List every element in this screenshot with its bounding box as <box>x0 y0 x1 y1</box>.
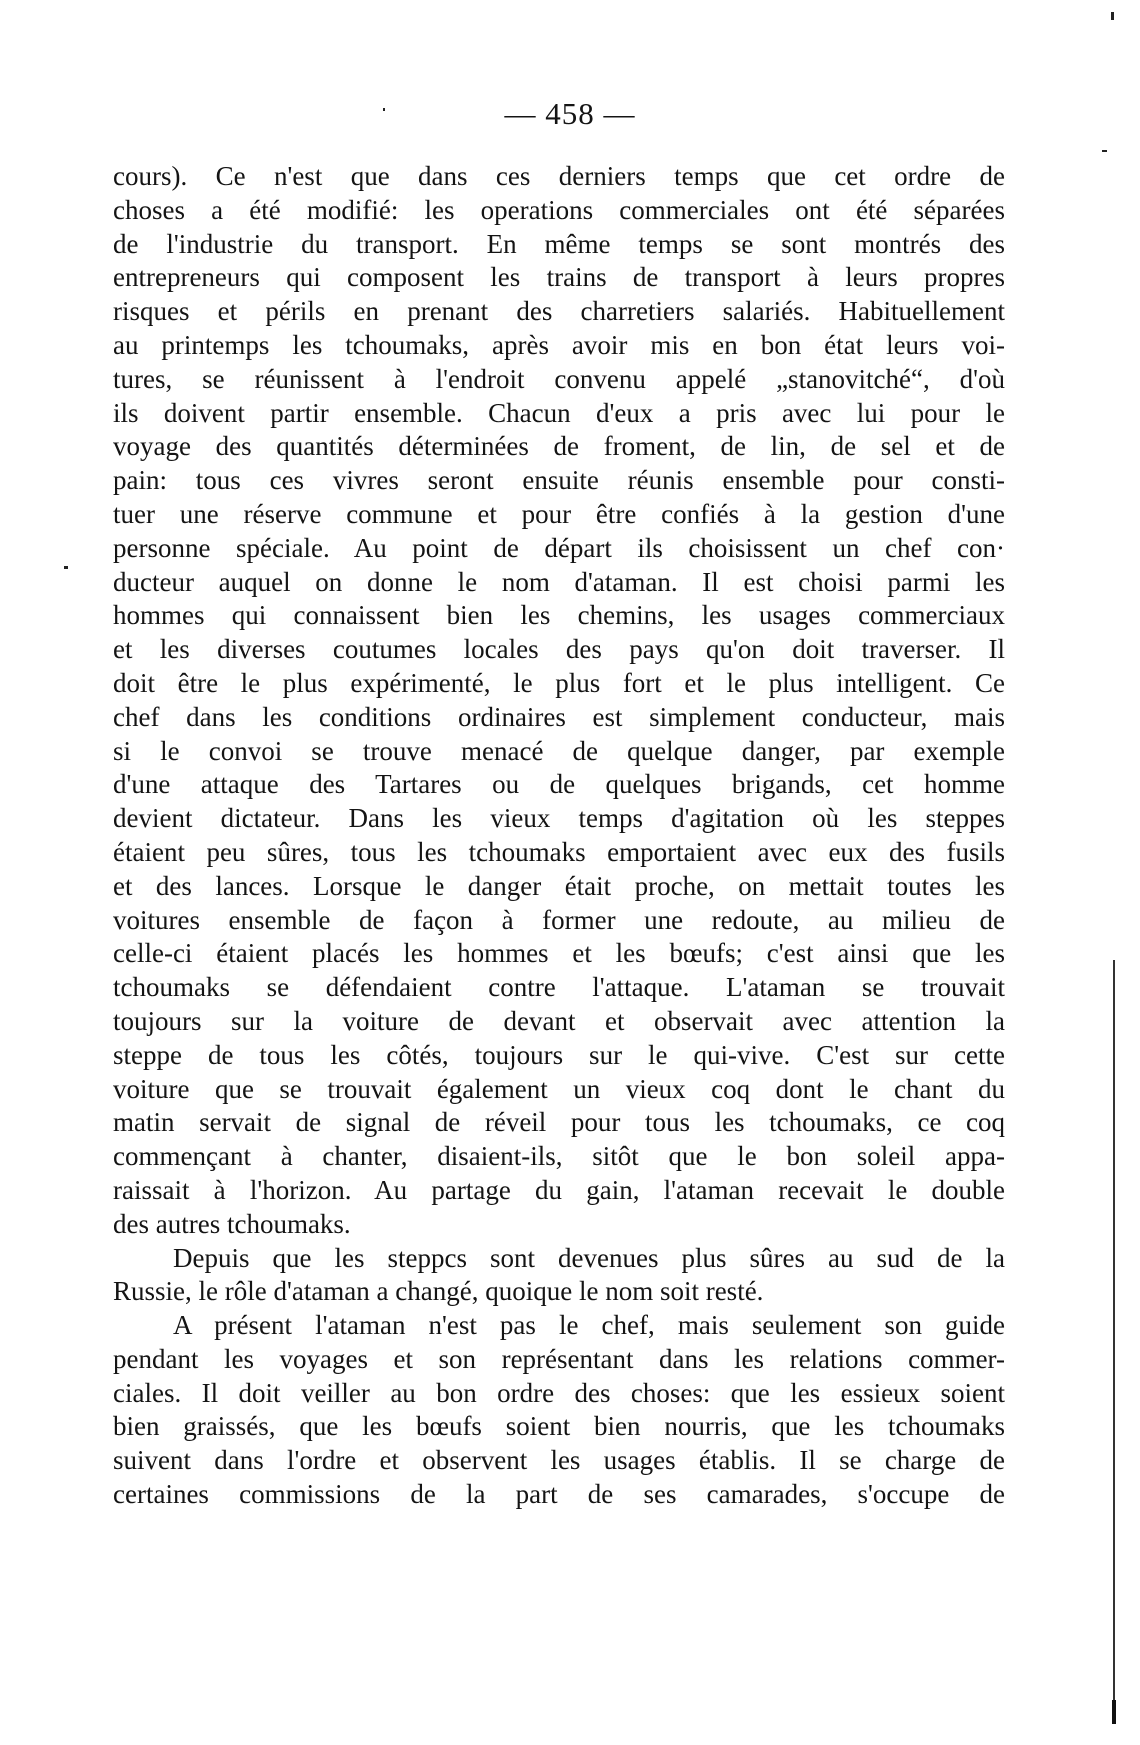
text-line: ciales. Il doit veiller au bon ordre des choses: que les essieux soient <box>113 1377 1005 1408</box>
text-line: des autres tchoumaks. <box>113 1208 351 1239</box>
text-line: doit être le plus expérimenté, le plus fort et le plus intelligent. Ce <box>113 667 1005 698</box>
text-line: Depuis que les steppcs sont devenues plus sûres au sud de la <box>173 1242 1005 1273</box>
text-line: tures, se réunissent à l'endroit convenu appelé „stanovitché“, d'où <box>113 363 1005 394</box>
text-line: Russie, le rôle d'ataman a changé, quoique le nom soit resté. <box>113 1276 764 1307</box>
text-line: si le convoi se trouve menacé de quelque danger, par exemple <box>113 735 1005 766</box>
text-line: au printemps les tchoumaks, après avoir mis en bon état leurs voi- <box>113 329 1005 360</box>
text-line: et les diverses coutumes locales des pays qu'on doit traverser. Il <box>113 634 1005 665</box>
text-line: ils doivent partir ensemble. Chacun d'eux a pris avec lui pour le <box>113 397 1005 428</box>
text-line: cours). Ce n'est que dans ces derniers temps que cet ordre de <box>113 161 1005 191</box>
scan-edge-line <box>1113 960 1115 1720</box>
text-line: risques et périls en prenant des charretiers salariés. Habituellement <box>113 296 1005 327</box>
page-number: — 458 — <box>504 96 636 131</box>
body-text <box>113 160 1005 1512</box>
text-line: certaines commissions de la part de ses camarades, s'occupe de <box>113 1479 1005 1510</box>
text-line: hommes qui connaissent bien les chemins, les usages commerciaux <box>113 600 1005 631</box>
paragraph-2-cont <box>113 1275 1005 1309</box>
text-line: celle-ci étaient placés les hommes et les bœufs; c'est ainsi que les <box>113 938 1005 969</box>
scan-speck <box>383 108 385 111</box>
paragraph-3 <box>113 1309 1005 1343</box>
text-line: voiture que se trouvait également un vieux coq dont le chant du <box>113 1073 1005 1104</box>
text-line: voyage des quantités déterminées de froment, de lin, de sel et de <box>113 431 1005 462</box>
text-line: de l'industrie du transport. En même temps se sont montrés des <box>113 228 1005 259</box>
text-line: suivent dans l'ordre et observent les usages établis. Il se charge de <box>113 1445 1005 1476</box>
text-line: A présent l'ataman n'est pas le chef, mais seulement son guide <box>173 1310 1005 1341</box>
text-line: ducteur auquel on donne le nom d'ataman. Il est choisi parmi les <box>113 566 1005 597</box>
text-line: steppe de tous les côtés, toujours sur le qui-vive. C'est sur cette <box>113 1039 1005 1070</box>
text-line: chef dans les conditions ordinaires est simplement conducteur, mais <box>113 701 1005 732</box>
text-line: pendant les voyages et son représentant dans les relations commer- <box>113 1343 1005 1374</box>
text-line: pain: tous ces vivres seront ensuite réunis ensemble pour consti- <box>113 465 1005 496</box>
scan-speck <box>1102 150 1107 152</box>
text-line: tchoumaks se défendaient contre l'attaque. L'ataman se trouvait <box>113 972 1005 1003</box>
scan-edge-mark <box>1112 1700 1116 1724</box>
text-line: choses a été modifié: les operations commerciales ont été séparées <box>113 194 1005 225</box>
scan-speck <box>64 566 68 569</box>
paragraph-3-cont <box>113 1343 1005 1512</box>
text-line: commençant à chanter, disaient-ils, sitôt que le bon soleil appa- <box>113 1141 1005 1172</box>
text-line: personne spéciale. Au point de départ ils choisissent un chef con· <box>113 532 1005 563</box>
text-line: voitures ensemble de façon à former une redoute, au milieu de <box>113 904 1005 935</box>
text-line: toujours sur la voiture de devant et observait avec attention la <box>113 1005 1005 1036</box>
text-line: tuer une réserve commune et pour être confiés à la gestion d'une <box>113 498 1005 529</box>
text-line: étaient peu sûres, tous les tchoumaks emportaient avec eux des fusils <box>113 836 1005 867</box>
text-line: entrepreneurs qui composent les trains de transport à leurs propres <box>113 262 1005 293</box>
text-line: devient dictateur. Dans les vieux temps d'agitation où les steppes <box>113 803 1005 834</box>
text-line: d'une attaque des Tartares ou de quelques brigands, cet homme <box>113 769 1005 800</box>
text-line: bien graissés, que les bœufs soient bien nourris, que les tchoumaks <box>113 1411 1005 1442</box>
paragraph-1 <box>113 160 1005 1242</box>
text-line: matin servait de signal de réveil pour tous les tchoumaks, ce coq <box>113 1107 1005 1138</box>
paragraph-2 <box>113 1242 1005 1276</box>
scan-speck <box>1111 12 1114 20</box>
text-line: et des lances. Lorsque le danger était proche, on mettait toutes les <box>113 870 1005 901</box>
text-line: raissait à l'horizon. Au partage du gain, l'ataman recevait le double <box>113 1174 1005 1205</box>
